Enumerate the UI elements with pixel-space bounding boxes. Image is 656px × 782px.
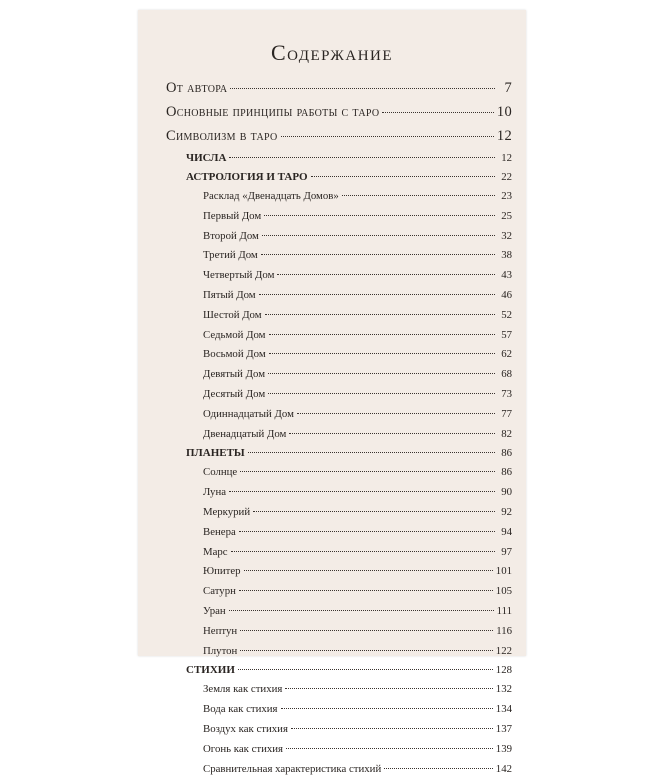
- toc-entry: [166, 664, 512, 683]
- toc-entry: [166, 506, 512, 526]
- dot-leader: [265, 314, 495, 315]
- dot-leader: [281, 136, 494, 137]
- toc-page-number: 137: [495, 722, 512, 735]
- toc-entry-title: Нептун: [203, 624, 238, 637]
- toc-entry-title: Плутон: [203, 644, 238, 657]
- toc-entry-title: Символизм в таро: [166, 128, 278, 144]
- toc-page-number: 142: [495, 762, 512, 775]
- toc-page-number: 105: [495, 585, 512, 598]
- toc-page-number: 12: [501, 152, 512, 164]
- dot-leader: [229, 610, 494, 611]
- toc-entry: [166, 703, 512, 723]
- toc-entry: [166, 605, 512, 625]
- toc-entry: [166, 428, 512, 448]
- toc-entry-title: Шестой Дом: [203, 308, 262, 321]
- toc-page-number: 111: [496, 604, 512, 617]
- toc-entry: [166, 190, 512, 210]
- toc-entry-title: Четвертый Дом: [203, 269, 275, 282]
- toc-entry-title: Одиннадцатый Дом: [203, 407, 294, 420]
- toc-entry: [166, 171, 512, 190]
- dot-leader: [240, 650, 492, 651]
- toc-entry-title: Седьмой Дом: [203, 328, 266, 341]
- dot-leader: [240, 471, 495, 472]
- dot-leader: [261, 254, 495, 255]
- toc-entry: [166, 447, 512, 466]
- toc-entry: [166, 585, 512, 605]
- toc-entry-title: АСТРОЛОГИЯ И ТАРО: [186, 171, 308, 183]
- toc-entry-title: Земля как стихия: [203, 683, 283, 696]
- toc-page-number: 134: [495, 703, 512, 716]
- toc-entry: [166, 565, 512, 585]
- toc-entry-title: Девятый Дом: [203, 368, 266, 381]
- toc-entry-title: Уран: [203, 604, 226, 617]
- toc-entry: [166, 743, 512, 763]
- dot-leader: [281, 708, 493, 709]
- toc-page-number: 68: [501, 368, 512, 381]
- dot-leader: [238, 669, 493, 670]
- toc-entry: [166, 348, 512, 368]
- toc-page-number: 7: [504, 80, 512, 96]
- dot-leader: [230, 88, 495, 89]
- dot-leader: [342, 195, 495, 196]
- toc-entry: [166, 683, 512, 703]
- toc-entry-title: ЧИСЛА: [186, 152, 227, 164]
- toc-page-number: 97: [501, 545, 512, 558]
- dot-leader: [269, 353, 495, 354]
- toc-entry: [166, 329, 512, 349]
- toc-entry: [166, 486, 512, 506]
- toc-entry-title: Меркурий: [203, 505, 251, 518]
- toc-page-number: 23: [501, 190, 512, 202]
- toc-entry: [166, 723, 512, 743]
- toc-entry: [166, 152, 512, 171]
- toc-entry-title: Десятый Дом: [203, 387, 266, 400]
- dot-leader: [229, 491, 495, 492]
- table-of-contents: [166, 80, 512, 782]
- toc-entry-title: Основные принципы работы с таро: [166, 104, 380, 120]
- toc-entry-title: Воздух как стихия: [203, 722, 288, 735]
- toc-entry-title: Луна: [203, 486, 227, 499]
- dot-leader: [248, 452, 495, 453]
- toc-entry: [166, 625, 512, 645]
- toc-entry-title: СТИХИИ: [186, 664, 235, 677]
- dot-leader: [269, 334, 496, 335]
- toc-entry: [166, 289, 512, 309]
- toc-entry-title: От автора: [166, 80, 228, 96]
- toc-page-number: 92: [501, 505, 512, 518]
- toc-page-number: 101: [495, 565, 512, 578]
- toc-entry-title: Двенадцатый Дом: [203, 427, 287, 440]
- toc-entry: [166, 645, 512, 665]
- toc-entry: [166, 309, 512, 329]
- dot-leader: [289, 433, 495, 434]
- page-title: Содержание: [270, 40, 394, 65]
- toc-entry: [166, 269, 512, 289]
- dot-leader: [311, 176, 495, 177]
- toc-entry-title: Марс: [203, 545, 228, 558]
- toc-page-number: 52: [501, 308, 512, 321]
- toc-entry: [166, 80, 512, 104]
- toc-page-number: 90: [501, 486, 512, 499]
- toc-page-number: 12: [496, 128, 512, 144]
- toc-entry: [166, 104, 512, 128]
- dot-leader: [264, 215, 495, 216]
- toc-entry-title: Пятый Дом: [203, 288, 256, 301]
- toc-entry-title: Солнце: [203, 466, 238, 479]
- toc-entry-title: Сатурн: [203, 585, 236, 598]
- dot-leader: [268, 373, 495, 374]
- dot-leader: [239, 531, 495, 532]
- toc-page-number: 77: [501, 407, 512, 420]
- dot-leader: [239, 590, 493, 591]
- dot-leader: [259, 294, 495, 295]
- toc-entry: [166, 546, 512, 566]
- dot-leader: [291, 728, 493, 729]
- toc-page-number: 128: [495, 664, 512, 677]
- toc-entry-title: Сравнительная характеристика стихий: [203, 762, 382, 775]
- dot-leader: [229, 157, 495, 158]
- toc-page-number: 38: [501, 249, 512, 262]
- dot-leader: [262, 235, 495, 236]
- toc-entry-title: ПЛАНЕТЫ: [186, 447, 245, 460]
- toc-entry: [166, 128, 512, 152]
- toc-page-number: 86: [501, 466, 512, 479]
- dot-leader: [240, 630, 493, 631]
- toc-page-number: 25: [501, 209, 512, 222]
- toc-entry-title: Расклад «Двенадцать Домов»: [203, 190, 339, 202]
- dot-leader: [231, 551, 495, 552]
- toc-page-number: 94: [501, 525, 512, 538]
- toc-page-number: 132: [495, 683, 512, 696]
- dot-leader: [297, 413, 495, 414]
- toc-entry-title: Первый Дом: [203, 209, 262, 222]
- toc-page-number: 139: [495, 742, 512, 755]
- toc-entry-title: Третий Дом: [203, 249, 258, 262]
- toc-entry: [166, 763, 512, 782]
- dot-leader: [268, 393, 495, 394]
- toc-entry-title: Юпитер: [203, 565, 241, 578]
- toc-page-number: 62: [501, 348, 512, 361]
- toc-entry: [166, 368, 512, 388]
- dot-leader: [285, 688, 492, 689]
- toc-entry: [166, 210, 512, 230]
- toc-entry-title: Восьмой Дом: [203, 348, 266, 361]
- toc-entry: [166, 388, 512, 408]
- toc-page-number: 43: [501, 269, 512, 282]
- toc-entry: [166, 466, 512, 486]
- dot-leader: [253, 511, 495, 512]
- toc-entry-title: Огонь как стихия: [203, 742, 284, 755]
- toc-entry: [166, 526, 512, 546]
- toc-entry: [166, 249, 512, 269]
- toc-entry: [166, 230, 512, 250]
- dot-leader: [286, 748, 493, 749]
- toc-entry-title: Второй Дом: [203, 229, 259, 242]
- toc-entry-title: Венера: [203, 525, 236, 538]
- dot-leader: [384, 768, 493, 769]
- toc-page-number: 86: [501, 447, 512, 460]
- toc-page-number: 46: [501, 288, 512, 301]
- toc-page-number: 73: [501, 387, 512, 400]
- toc-page-number: 116: [496, 624, 512, 637]
- toc-page-number: 22: [501, 171, 512, 183]
- dot-leader: [277, 274, 495, 275]
- toc-entry-title: Вода как стихия: [203, 703, 278, 716]
- toc-page-number: 122: [495, 644, 512, 657]
- toc-page-number: 82: [501, 427, 512, 440]
- toc-page-number: 10: [496, 104, 512, 120]
- toc-entry: [166, 408, 512, 428]
- dot-leader: [382, 112, 494, 113]
- book-page: [138, 10, 526, 775]
- toc-page-number: 57: [501, 328, 512, 341]
- toc-page-number: 32: [501, 229, 512, 242]
- dot-leader: [244, 570, 493, 571]
